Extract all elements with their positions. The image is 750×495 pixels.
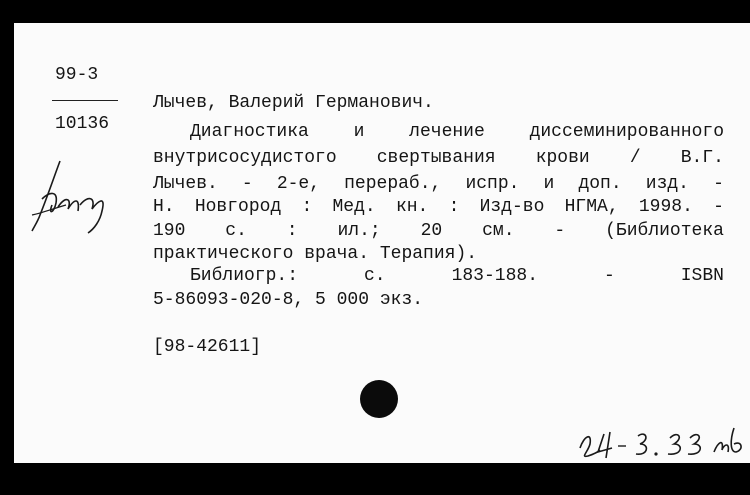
- word: Лычев.: [153, 174, 218, 194]
- description-line: [153, 198, 724, 216]
- word: (Библиотека: [605, 221, 724, 241]
- word: перераб.,: [344, 174, 442, 194]
- word: испр.: [465, 174, 520, 194]
- handwritten-author-note: [22, 155, 117, 235]
- word: 183-188.: [451, 266, 538, 286]
- word: ISBN: [680, 266, 724, 286]
- word: В.Г.: [680, 148, 724, 168]
- word: с.: [364, 266, 386, 286]
- description-line: [153, 222, 724, 240]
- word: 1998.: [638, 197, 693, 217]
- word: :: [448, 197, 460, 217]
- accession-number: 10136: [55, 114, 110, 134]
- punch-hole: [360, 380, 398, 418]
- author-name: Лычев, Валерий Германович.: [153, 93, 434, 113]
- word: /: [629, 148, 641, 168]
- description-line: [153, 175, 724, 193]
- word: Н.: [153, 197, 175, 217]
- word: НГМА,: [564, 197, 619, 217]
- word: Изд-во: [479, 197, 545, 217]
- word: -: [713, 197, 724, 217]
- word: Мед.: [332, 197, 376, 217]
- word: Диагностика: [190, 122, 309, 142]
- word: лечение: [409, 122, 485, 142]
- lc-control-number: [98-42611]: [153, 337, 262, 357]
- description-line: [153, 149, 724, 167]
- word: см.: [482, 221, 515, 241]
- series-statement: практического врача. Терапия).: [153, 244, 478, 264]
- series-number: 99-3: [55, 65, 99, 85]
- word: доп.: [578, 174, 622, 194]
- word: с.: [225, 221, 247, 241]
- word: 20: [420, 221, 443, 241]
- handwritten-date-note: [574, 418, 750, 463]
- word: кн.: [395, 197, 429, 217]
- word: и: [353, 122, 365, 142]
- word: Библиогр.:: [190, 266, 299, 286]
- word: крови: [535, 148, 590, 168]
- word: изд.: [645, 174, 689, 194]
- word: :: [286, 221, 298, 241]
- word: :: [301, 197, 313, 217]
- author-heading: [153, 94, 724, 112]
- word: 2-е,: [276, 174, 321, 194]
- word: свертывания: [376, 148, 496, 168]
- word: и: [543, 174, 555, 194]
- isbn-line: [153, 291, 724, 309]
- description-line: [190, 123, 724, 141]
- bibliography-note: [190, 267, 724, 285]
- isbn-and-print-run: 5-86093-020-8, 5 000 экз.: [153, 290, 424, 310]
- word: -: [241, 174, 253, 194]
- word: -: [554, 221, 566, 241]
- word: 190: [153, 221, 186, 241]
- word: внутрисосудистого: [153, 148, 337, 168]
- description-line: [153, 245, 724, 263]
- word: Новгород: [194, 197, 282, 217]
- divider-line: [52, 100, 118, 101]
- word: -: [713, 174, 724, 194]
- catalog-card: [14, 23, 750, 463]
- word: -: [603, 266, 615, 286]
- word: диссеминированного: [529, 122, 724, 142]
- word: ил.;: [337, 221, 381, 241]
